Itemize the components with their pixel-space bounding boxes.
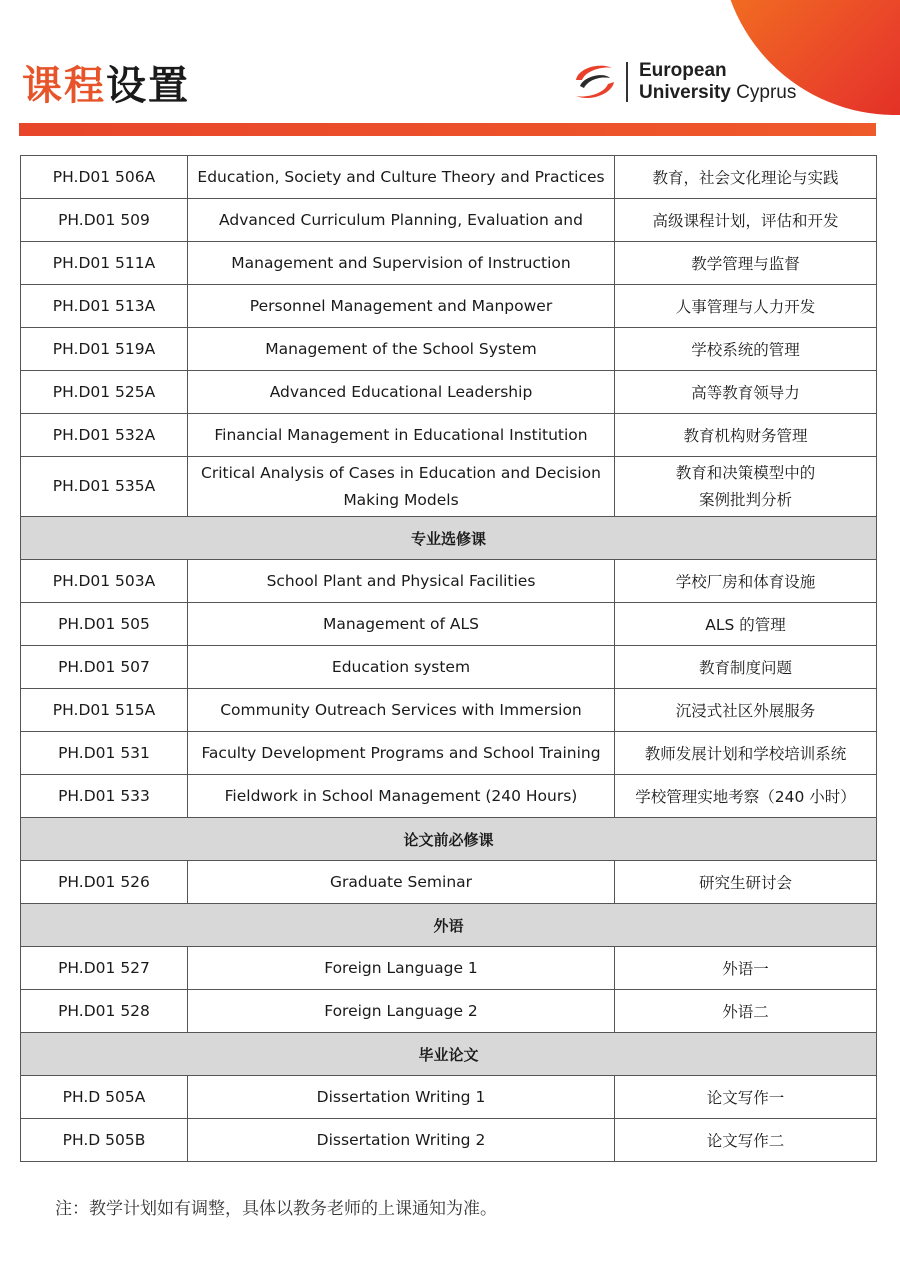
table-row: [21, 947, 877, 990]
logo-divider: [626, 62, 628, 102]
course-name-zh-cell: 高级课程计划，评估和开发: [615, 199, 877, 242]
course-code-cell: PH.D01 527: [21, 947, 188, 990]
table-row: [21, 689, 877, 732]
course-name-en-cell: Community Outreach Services with Immersion: [188, 689, 615, 732]
course-name-zh-cell: 研究生研讨会: [615, 861, 877, 904]
header-bar: [19, 123, 876, 136]
course-code-cell: PH.D01 533: [21, 775, 188, 818]
table-row: [21, 861, 877, 904]
logo-line-1: European: [639, 60, 727, 81]
course-name-en-cell: Foreign Language 1: [188, 947, 615, 990]
course-name-en-cell: Management and Supervision of Instruction: [188, 242, 615, 285]
course-name-en-cell: Fieldwork in School Management (240 Hours): [188, 775, 615, 818]
course-code-cell: PH.D01 532A: [21, 414, 188, 457]
logo-line-2: [639, 82, 796, 104]
page-title-rest: 设置: [106, 63, 190, 109]
section-header: 论文前必修课: [21, 818, 877, 861]
course-code-cell: PH.D01 511A: [21, 242, 188, 285]
course-name-en-cell: Faculty Development Programs and School Training: [188, 732, 615, 775]
course-code-cell: PH.D01 505: [21, 603, 188, 646]
course-code-cell: PH.D01 507: [21, 646, 188, 689]
course-name-zh-cell: 学校系统的管理: [615, 328, 877, 371]
table-row: [21, 603, 877, 646]
logo-line-2-rest: Cyprus: [730, 82, 797, 103]
course-name-en-cell: School Plant and Physical Facilities: [188, 560, 615, 603]
table-row: [21, 199, 877, 242]
footnote: 注：教学计划如有调整，具体以教务老师的上课通知为准。: [55, 1199, 497, 1219]
course-name-zh-cell: 学校厂房和体育设施: [615, 560, 877, 603]
course-name-en-cell: Advanced Curriculum Planning, Evaluation and: [188, 199, 615, 242]
course-name-zh-cell: 外语二: [615, 990, 877, 1033]
course-name-zh-cell: 教育和决策模型中的 案例批判分析: [615, 457, 877, 517]
course-name-zh-cell: 教学管理与监督: [615, 242, 877, 285]
course-code-cell: PH.D01 526: [21, 861, 188, 904]
course-name-zh-cell: 高等教育领导力: [615, 371, 877, 414]
table-row: [21, 285, 877, 328]
course-code-cell: PH.D01 506A: [21, 156, 188, 199]
course-name-zh-cell: 沉浸式社区外展服务: [615, 689, 877, 732]
page-title-accent: 课程: [22, 63, 106, 109]
course-name-en-cell: Management of ALS: [188, 603, 615, 646]
course-name-en-cell: Graduate Seminar: [188, 861, 615, 904]
table-row: [21, 156, 877, 199]
course-name-zh-cell: 学校管理实地考察（240 小时）: [615, 775, 877, 818]
course-code-cell: PH.D01 513A: [21, 285, 188, 328]
table-row: [21, 990, 877, 1033]
section-header: 毕业论文: [21, 1033, 877, 1076]
table-row: [21, 457, 877, 517]
section-header: 专业选修课: [21, 517, 877, 560]
section-header-row: [21, 904, 877, 947]
course-name-zh-cell: 教师发展计划和学校培训系统: [615, 732, 877, 775]
course-code-cell: PH.D01 525A: [21, 371, 188, 414]
course-name-en-cell: Advanced Educational Leadership: [188, 371, 615, 414]
course-name-zh-cell: ALS 的管理: [615, 603, 877, 646]
course-name-zh-cell: 人事管理与人力开发: [615, 285, 877, 328]
page-title: [22, 60, 190, 112]
table-row: [21, 414, 877, 457]
section-header: 外语: [21, 904, 877, 947]
course-name-zh-cell: 论文写作一: [615, 1076, 877, 1119]
course-name-en-cell: Foreign Language 2: [188, 990, 615, 1033]
table-row: [21, 328, 877, 371]
section-header-row: [21, 1033, 877, 1076]
section-header-row: [21, 517, 877, 560]
university-logo: [570, 60, 820, 110]
course-code-cell: PH.D01 535A: [21, 457, 188, 517]
course-name-zh-cell: 教育，社会文化理论与实践: [615, 156, 877, 199]
course-name-en-cell: Dissertation Writing 2: [188, 1119, 615, 1162]
course-name-zh-cell: 教育机构财务管理: [615, 414, 877, 457]
table-row: [21, 775, 877, 818]
table-row: [21, 732, 877, 775]
course-code-cell: PH.D01 509: [21, 199, 188, 242]
table-row: [21, 371, 877, 414]
course-code-cell: PH.D01 515A: [21, 689, 188, 732]
course-table: [20, 155, 877, 1162]
course-name-en-cell: Dissertation Writing 1: [188, 1076, 615, 1119]
table-row: [21, 560, 877, 603]
course-code-cell: PH.D 505B: [21, 1119, 188, 1162]
course-name-zh-cell: 教育制度问题: [615, 646, 877, 689]
course-code-cell: PH.D01 503A: [21, 560, 188, 603]
logo-swirl-icon: [570, 60, 620, 104]
course-code-cell: PH.D01 528: [21, 990, 188, 1033]
table-row: [21, 1119, 877, 1162]
course-name-en-cell: Education system: [188, 646, 615, 689]
course-name-en-cell: Financial Management in Educational Institution: [188, 414, 615, 457]
course-code-cell: PH.D01 519A: [21, 328, 188, 371]
table-row: [21, 646, 877, 689]
course-name-en-cell: Personnel Management and Manpower: [188, 285, 615, 328]
course-name-zh-cell: 论文写作二: [615, 1119, 877, 1162]
section-header-row: [21, 818, 877, 861]
course-name-en-cell: Education, Society and Culture Theory and Practices: [188, 156, 615, 199]
course-name-zh-cell: 外语一: [615, 947, 877, 990]
course-name-en-cell: Management of the School System: [188, 328, 615, 371]
table-row: [21, 1076, 877, 1119]
logo-line-2-bold: University: [639, 82, 731, 103]
course-code-cell: PH.D01 531: [21, 732, 188, 775]
table-row: [21, 242, 877, 285]
course-name-en-cell: Critical Analysis of Cases in Education and Decision Making Models: [188, 457, 615, 517]
course-code-cell: PH.D 505A: [21, 1076, 188, 1119]
